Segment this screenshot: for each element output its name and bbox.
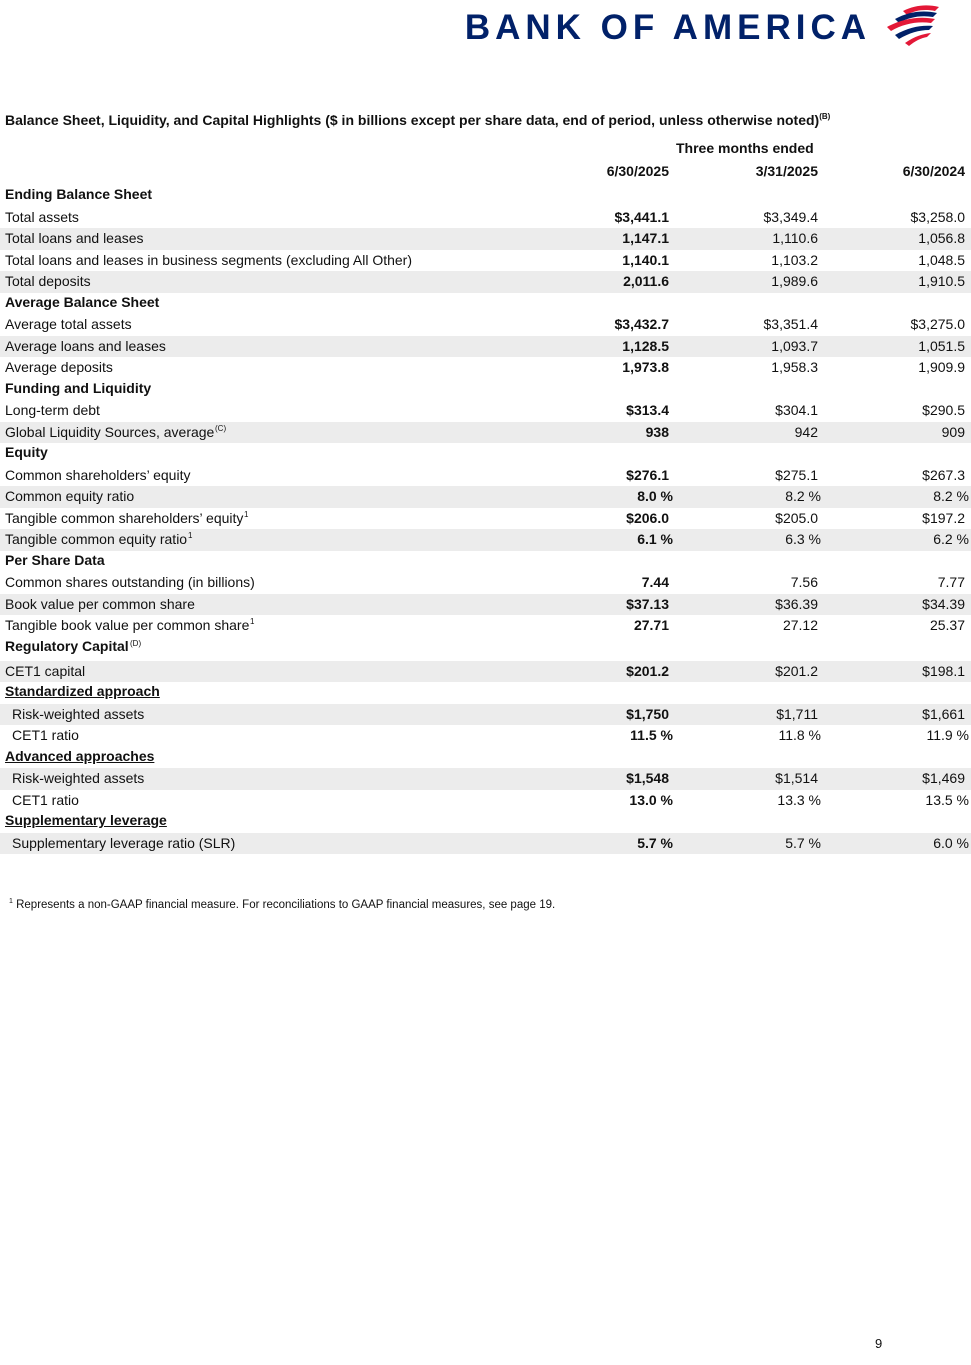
cell-col-3: 11.9 % bbox=[926, 727, 969, 743]
table-body bbox=[0, 185, 971, 854]
cell-col-2: 27.12 bbox=[782, 617, 818, 633]
cell-col-2: $275.1 bbox=[775, 466, 818, 483]
table-row bbox=[0, 615, 971, 637]
row-label: CET1 ratio bbox=[12, 727, 79, 743]
cell-col-3: 1,048.5 bbox=[918, 251, 965, 268]
cell-col-3: $267.3 bbox=[922, 466, 965, 483]
cell-col-3: $1,469 bbox=[922, 770, 965, 786]
cell-col-2: 1,958.3 bbox=[771, 359, 818, 375]
row-label: Average deposits bbox=[5, 359, 113, 375]
row-label: Global Liquidity Sources, average bbox=[5, 423, 215, 440]
page-title-note: (B) bbox=[819, 112, 831, 121]
table-row bbox=[0, 465, 971, 487]
page-title-text: Balance Sheet, Liquidity, and Capital Highlights ($ in billions except per share data, end of period, unless otherwise noted) bbox=[5, 112, 820, 128]
cell-col-1: 8.0 % bbox=[637, 488, 673, 504]
cell-col-3: 7.77 bbox=[937, 574, 965, 590]
cell-col-2: $3,349.4 bbox=[763, 208, 818, 225]
table-row bbox=[0, 790, 971, 812]
table-row bbox=[0, 704, 971, 726]
cell-col-2: 8.2 % bbox=[785, 488, 821, 504]
cell-col-2: 942 bbox=[794, 423, 818, 440]
row-label: Tangible common shareholders’ equity bbox=[5, 509, 244, 526]
table-row bbox=[0, 486, 971, 508]
cell-col-1: 1,973.8 bbox=[622, 359, 669, 375]
section-label: Ending Balance Sheet bbox=[5, 186, 153, 202]
table-row bbox=[0, 725, 971, 747]
cell-col-1: $37.13 bbox=[626, 595, 669, 612]
header-columns-row bbox=[0, 159, 971, 185]
row-label: Average loans and leases bbox=[5, 337, 166, 354]
cell-col-2: $205.0 bbox=[775, 509, 818, 526]
cell-col-3: $290.5 bbox=[922, 402, 965, 418]
table-row bbox=[0, 508, 971, 530]
cell-col-2: $1,514 bbox=[775, 770, 818, 786]
cell-col-1: 1,128.5 bbox=[622, 337, 669, 354]
section-header-row bbox=[0, 637, 971, 661]
cell-col-1: 7.44 bbox=[641, 574, 669, 590]
cell-col-2: $3,351.4 bbox=[763, 316, 818, 332]
cell-col-2: $36.39 bbox=[775, 595, 818, 612]
table-row bbox=[0, 228, 971, 250]
cell-col-1: $3,432.7 bbox=[614, 316, 669, 332]
cell-col-2: 5.7 % bbox=[785, 834, 821, 851]
cell-col-1: 5.7 % bbox=[637, 834, 673, 851]
row-label: Risk-weighted assets bbox=[12, 705, 145, 722]
cell-col-1: $1,750 bbox=[626, 705, 669, 722]
section-header-row bbox=[0, 551, 971, 573]
cell-col-2: 6.3 % bbox=[785, 531, 821, 547]
section-header-row bbox=[0, 185, 971, 207]
row-label: Book value per common share bbox=[5, 595, 195, 612]
table-row bbox=[0, 314, 971, 336]
table-row bbox=[0, 400, 971, 422]
table-row bbox=[0, 422, 971, 444]
cell-col-1: $276.1 bbox=[626, 466, 669, 483]
footnote-marker: 1 bbox=[9, 898, 13, 905]
row-label: Supplementary leverage ratio (SLR) bbox=[12, 834, 236, 851]
row-label: Total loans and leases bbox=[5, 230, 144, 246]
cell-col-2: $304.1 bbox=[775, 402, 818, 418]
cell-col-3: 1,909.9 bbox=[918, 359, 965, 375]
row-label: Average total assets bbox=[5, 316, 132, 332]
cell-col-2: 1,989.6 bbox=[771, 273, 818, 289]
cell-col-3: $1,661 bbox=[922, 705, 965, 722]
row-label: Total deposits bbox=[5, 273, 91, 289]
column-header-1: 6/30/2025 bbox=[606, 163, 669, 179]
flag-stripe bbox=[895, 26, 933, 39]
table-row bbox=[0, 833, 971, 855]
cell-col-3: $3,275.0 bbox=[910, 316, 965, 332]
cell-col-1: $313.4 bbox=[626, 402, 669, 418]
table-row bbox=[0, 207, 971, 229]
section-header-row bbox=[0, 682, 971, 704]
cell-col-1: 2,011.6 bbox=[623, 273, 669, 289]
cell-col-1: 938 bbox=[645, 423, 669, 440]
row-label: Tangible common equity ratio bbox=[5, 531, 188, 547]
cell-col-3: 6.0 % bbox=[933, 834, 969, 851]
cell-col-1: $201.2 bbox=[626, 662, 669, 679]
logo-wordmark: BANK OF AMERICA bbox=[464, 8, 871, 47]
table-row bbox=[0, 768, 971, 790]
row-label-note: 1 bbox=[244, 509, 249, 519]
page-number: 9 bbox=[875, 1336, 883, 1351]
row-label: Common shareholders’ equity bbox=[5, 466, 191, 483]
footnote bbox=[9, 898, 555, 911]
table-row bbox=[0, 594, 971, 616]
cell-col-1: $1,548 bbox=[626, 770, 669, 786]
cell-col-2: 1,093.7 bbox=[771, 337, 818, 354]
table-row bbox=[0, 250, 971, 272]
flag-logo-icon bbox=[881, 3, 943, 49]
section-label: Supplementary leverage bbox=[5, 812, 167, 828]
cell-col-2: 11.8 % bbox=[778, 727, 821, 743]
cell-col-3: $198.1 bbox=[922, 662, 965, 679]
cell-col-2: $1,711 bbox=[776, 705, 818, 722]
section-label: Regulatory Capital bbox=[5, 637, 129, 654]
table-row bbox=[0, 661, 971, 683]
cell-col-1: $206.0 bbox=[626, 509, 669, 526]
cell-col-2: 13.3 % bbox=[777, 791, 821, 808]
row-label-note: 1 bbox=[250, 617, 255, 626]
cell-col-3: 13.5 % bbox=[925, 791, 969, 808]
section-label: Average Balance Sheet bbox=[5, 293, 160, 310]
row-label: Total loans and leases in business segments (excluding All Other) bbox=[5, 251, 412, 268]
section-header-row bbox=[0, 379, 971, 401]
cell-col-2: 7.56 bbox=[790, 574, 818, 590]
header-group-label: Three months ended bbox=[676, 140, 814, 156]
cell-col-3: 1,056.8 bbox=[918, 230, 965, 246]
cell-col-1: 1,140.1 bbox=[622, 251, 669, 268]
flag-stripe bbox=[905, 33, 931, 46]
cell-col-3: 25.37 bbox=[929, 617, 965, 633]
highlights-table bbox=[0, 138, 971, 854]
row-label-note: (C) bbox=[215, 423, 227, 433]
cell-col-1: 6.1 % bbox=[637, 531, 673, 547]
section-label: Funding and Liquidity bbox=[5, 379, 152, 396]
cell-col-3: $197.2 bbox=[922, 509, 965, 526]
section-header-row bbox=[0, 747, 971, 769]
section-header-row bbox=[0, 443, 971, 465]
section-label: Per Share Data bbox=[5, 551, 105, 568]
table-row bbox=[0, 271, 971, 293]
section-label: Advanced approaches bbox=[5, 747, 155, 764]
row-label: Risk-weighted assets bbox=[12, 770, 145, 786]
row-label: Common shares outstanding (in billions) bbox=[5, 574, 255, 590]
cell-col-1: 11.5 % bbox=[630, 727, 673, 743]
cell-col-2: 1,103.2 bbox=[771, 251, 818, 268]
cell-col-3: 8.2 % bbox=[933, 488, 969, 504]
table-row bbox=[0, 572, 971, 594]
row-label: Total assets bbox=[5, 208, 79, 225]
footnote-text: Represents a non-GAAP financial measure. For reconciliations to GAAP financial measures, see page 19. bbox=[16, 899, 556, 911]
cell-col-2: 1,110.6 bbox=[772, 230, 818, 246]
cell-col-3: 6.2 % bbox=[933, 531, 969, 547]
table-row bbox=[0, 336, 971, 358]
row-label: CET1 ratio bbox=[12, 791, 79, 808]
cell-col-3: 1,910.5 bbox=[918, 273, 965, 289]
section-header-row bbox=[0, 811, 971, 833]
section-header-row bbox=[0, 293, 971, 315]
table-row bbox=[0, 357, 971, 379]
cell-col-3: 909 bbox=[941, 423, 965, 440]
cell-col-3: 1,051.5 bbox=[918, 337, 965, 354]
table-row bbox=[0, 529, 971, 551]
row-label-note: (D) bbox=[130, 638, 142, 648]
column-header-2: 3/31/2025 bbox=[755, 163, 818, 179]
cell-col-1: 13.0 % bbox=[629, 791, 673, 808]
header-group-row bbox=[0, 138, 971, 159]
cell-col-1: $3,441.1 bbox=[614, 208, 669, 225]
bank-of-america-logo bbox=[465, 0, 943, 50]
cell-col-3: $3,258.0 bbox=[910, 208, 965, 225]
section-label: Standardized approach bbox=[5, 683, 160, 699]
row-label-note: 1 bbox=[188, 531, 193, 540]
cell-col-3: $34.39 bbox=[922, 595, 965, 612]
row-label: Tangible book value per common share bbox=[5, 617, 250, 633]
row-label: Common equity ratio bbox=[5, 488, 135, 504]
cell-col-1: 1,147.1 bbox=[622, 230, 669, 246]
cell-col-1: 27.71 bbox=[633, 617, 669, 633]
row-label: Long-term debt bbox=[5, 402, 100, 418]
section-label: Equity bbox=[5, 444, 48, 460]
column-header-3: 6/30/2024 bbox=[902, 163, 965, 179]
row-label: CET1 capital bbox=[5, 662, 86, 679]
cell-col-2: $201.2 bbox=[775, 662, 818, 679]
page-title bbox=[5, 112, 830, 128]
